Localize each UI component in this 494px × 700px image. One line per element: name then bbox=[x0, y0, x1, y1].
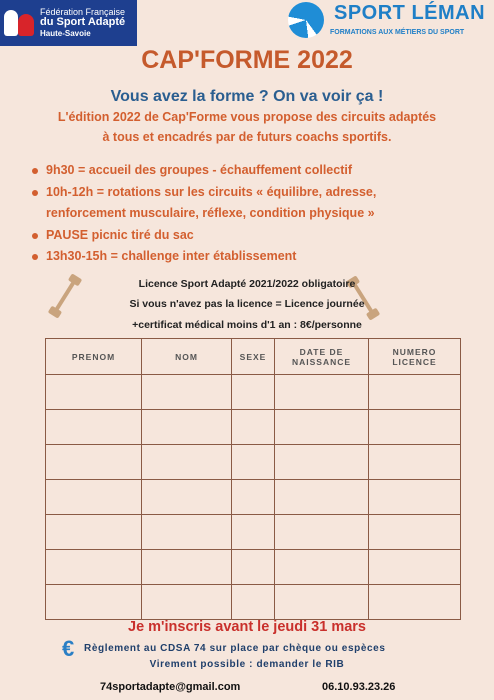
licence-certificate: +certificat médical moins d'1 an : 8€/personne bbox=[132, 319, 362, 331]
sport-leman-name: SPORT LÉMAN bbox=[334, 2, 486, 24]
ffsa-logo bbox=[0, 0, 137, 46]
registration-table bbox=[45, 338, 461, 620]
table-cell[interactable] bbox=[46, 410, 142, 445]
header-nom: NOM bbox=[142, 339, 232, 375]
header-sexe: SEXE bbox=[232, 339, 275, 375]
table-cell[interactable] bbox=[369, 410, 461, 445]
page-subtitle: Vous avez la forme ? On va voir ça ! bbox=[110, 88, 384, 105]
table-cell[interactable] bbox=[46, 550, 142, 585]
deadline-text: Je m'inscris avant le jeudi 31 mars bbox=[128, 619, 366, 635]
header-prenom: PRENOM bbox=[46, 339, 142, 375]
bullet-icon bbox=[32, 233, 38, 239]
table-cell[interactable] bbox=[46, 445, 142, 480]
table-cell[interactable] bbox=[46, 375, 142, 410]
sport-leman-logo bbox=[286, 0, 494, 42]
table-row bbox=[46, 445, 461, 480]
program-item-continuation: renforcement musculaire, réflexe, condition physique » bbox=[46, 206, 375, 220]
table-cell[interactable] bbox=[232, 375, 275, 410]
ffsa-line1: Fédération Française bbox=[40, 7, 126, 17]
bullet-icon bbox=[32, 168, 38, 174]
table-cell[interactable] bbox=[142, 375, 232, 410]
table-cell[interactable] bbox=[369, 375, 461, 410]
table-cell[interactable] bbox=[275, 375, 369, 410]
sport-leman-sun-icon bbox=[288, 2, 324, 38]
table-cell[interactable] bbox=[142, 410, 232, 445]
table-cell[interactable] bbox=[275, 550, 369, 585]
table-cell[interactable] bbox=[232, 445, 275, 480]
table-row bbox=[46, 515, 461, 550]
table-cell[interactable] bbox=[232, 410, 275, 445]
euro-icon: € bbox=[62, 636, 75, 661]
table-cell[interactable] bbox=[275, 480, 369, 515]
licence-day: Si vous n'avez pas la licence = Licence journée bbox=[129, 298, 365, 310]
intro-line-1: L'édition 2022 de Cap'Forme vous propose des circuits adaptés bbox=[57, 110, 437, 124]
header-numero-licence: NUMERO LICENCE bbox=[369, 339, 461, 375]
table-cell[interactable] bbox=[46, 480, 142, 515]
table-cell[interactable] bbox=[232, 480, 275, 515]
table-cell[interactable] bbox=[232, 585, 275, 620]
table-body bbox=[46, 375, 461, 620]
table-header-row bbox=[46, 339, 461, 375]
table-cell[interactable] bbox=[142, 550, 232, 585]
table-cell[interactable] bbox=[369, 550, 461, 585]
contact-phone[interactable]: 06.10.93.23.26 bbox=[322, 681, 396, 693]
page-title: CAP'FORME 2022 bbox=[141, 46, 353, 74]
contact-email[interactable]: 74sportadapte@gmail.com bbox=[100, 681, 241, 693]
header-date-naissance: DATE DE NAISSANCE bbox=[275, 339, 369, 375]
intro-line-2: à tous et encadrés par de futurs coachs sportifs. bbox=[102, 130, 392, 144]
table-row bbox=[46, 585, 461, 620]
ffsa-figures-icon bbox=[0, 0, 38, 46]
table-cell[interactable] bbox=[232, 550, 275, 585]
bullet-icon bbox=[32, 254, 38, 260]
table-cell[interactable] bbox=[275, 445, 369, 480]
program-item: 13h30-15h = challenge inter établissement bbox=[30, 246, 480, 268]
table-cell[interactable] bbox=[275, 585, 369, 620]
program-list bbox=[30, 160, 480, 268]
table-cell[interactable] bbox=[275, 515, 369, 550]
sport-leman-tagline: FORMATIONS AUX MÉTIERS DU SPORT bbox=[330, 29, 465, 36]
payment-line-1: Règlement au CDSA 74 sur place par chèque ou espèces bbox=[84, 643, 386, 654]
table-cell[interactable] bbox=[275, 410, 369, 445]
table-cell[interactable] bbox=[46, 515, 142, 550]
program-item: 9h30 = accueil des groupes - échauffement collectif bbox=[30, 160, 480, 182]
table-cell[interactable] bbox=[142, 445, 232, 480]
table-row bbox=[46, 480, 461, 515]
licence-required: Licence Sport Adapté 2021/2022 obligatoire bbox=[138, 278, 356, 290]
table-cell[interactable] bbox=[142, 480, 232, 515]
table-cell[interactable] bbox=[142, 515, 232, 550]
table-cell[interactable] bbox=[369, 480, 461, 515]
table-cell[interactable] bbox=[46, 585, 142, 620]
bullet-icon bbox=[32, 190, 38, 196]
table-row bbox=[46, 410, 461, 445]
table-cell[interactable] bbox=[369, 445, 461, 480]
table-cell[interactable] bbox=[142, 585, 232, 620]
table-cell[interactable] bbox=[369, 515, 461, 550]
ffsa-line2: du Sport Adapté bbox=[40, 16, 126, 28]
program-item: 10h-12h = rotations sur les circuits « équilibre, adresse, bbox=[30, 182, 480, 204]
program-item: PAUSE picnic tiré du sac bbox=[30, 225, 480, 247]
table-cell[interactable] bbox=[232, 515, 275, 550]
table-row bbox=[46, 375, 461, 410]
table-row bbox=[46, 550, 461, 585]
payment-line-2: Virement possible : demander le RIB bbox=[149, 659, 345, 670]
table-cell[interactable] bbox=[369, 585, 461, 620]
ffsa-line3: Haute-Savoie bbox=[40, 29, 91, 38]
